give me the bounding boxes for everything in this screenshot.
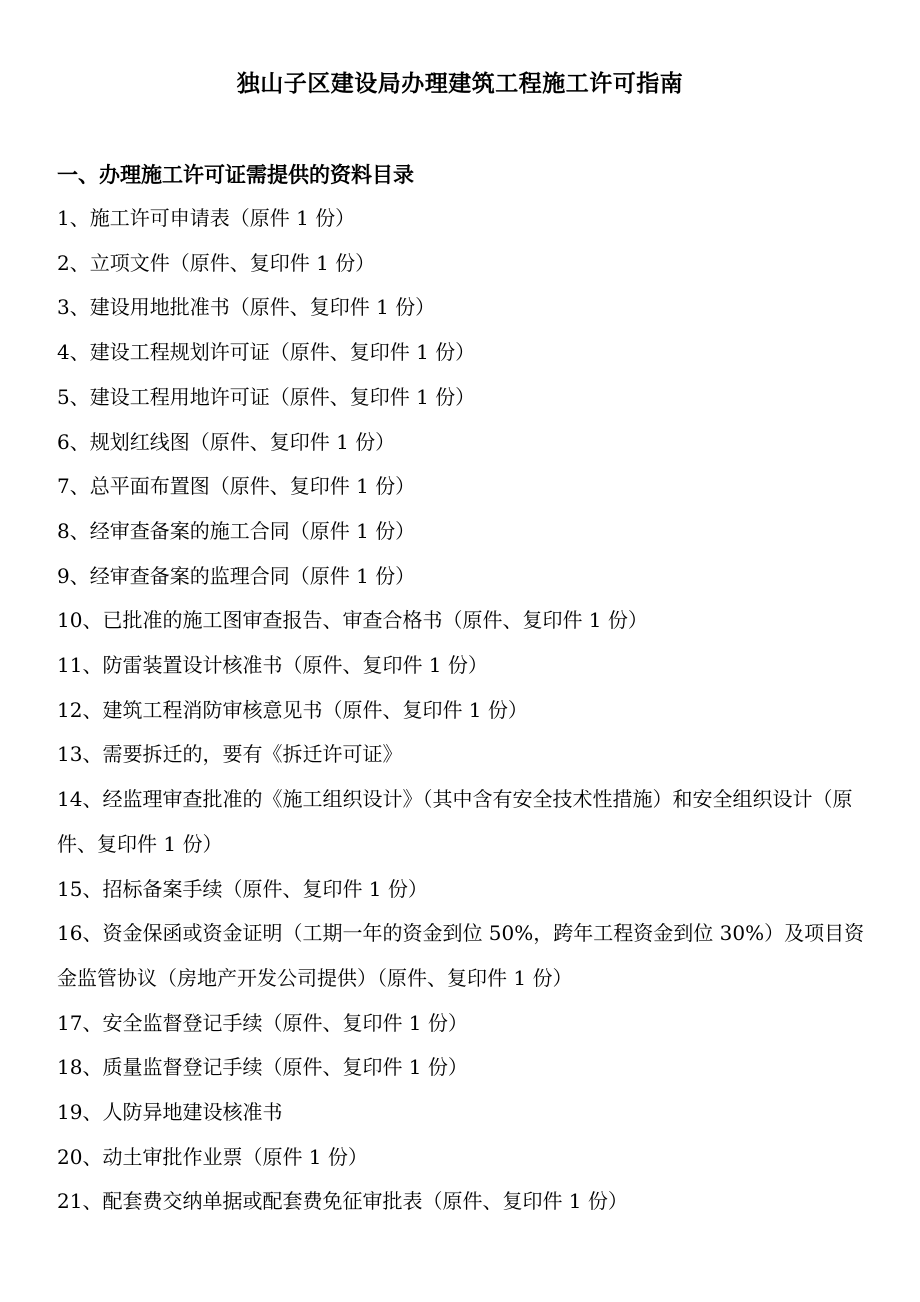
list-item: 1、施工许可申请表（原件 1 份） (57, 206, 356, 230)
list-item: 7、总平面布置图（原件、复印件 1 份） (57, 474, 416, 499)
list-item: 12、建筑工程消防审核意见书（原件、复印件 1 份） (57, 697, 528, 722)
materials-list (57, 196, 867, 1224)
list-item: 16、资金保函或资金证明（工期一年的资金到位 50%，跨年工程资金到位 30%）及项目资金监管协议（房地产开发公司提供）（原件、复印件 1 份） (57, 921, 865, 990)
list-item: 17、安全监督登记手续（原件、复印件 1 份） (57, 1010, 468, 1035)
list-item: 6、规划红线图（原件、复印件 1 份） (57, 429, 396, 454)
list-item: 11、防雷装置设计核准书（原件、复印件 1 份） (57, 653, 488, 678)
list-item: 20、动土审批作业票（原件 1 份） (57, 1144, 368, 1169)
list-item: 13、需要拆迁的，要有《拆迁许可证》 (57, 742, 403, 767)
list-item: 21、配套费交纳单据或配套费免征审批表（原件、复印件 1 份） (57, 1189, 628, 1214)
list-item: 3、建设用地批准书（原件、复印件 1 份） (57, 295, 436, 320)
list-item: 14、经监理审查批准的《施工组织设计》（其中含有安全技术性措施）和安全组织设计（原件、复印件 1 份） (57, 787, 853, 856)
list-item: 2、立项文件（原件、复印件 1 份） (57, 250, 376, 275)
list-item: 10、已批准的施工图审查报告、审查合格书（原件、复印件 1 份） (57, 608, 648, 633)
list-item: 15、招标备案手续（原件、复印件 1 份） (57, 876, 428, 901)
list-item: 19、人防异地建设核准书 (57, 1100, 283, 1125)
document-title: 独山子区建设局办理建筑工程施工许可指南 (236, 71, 684, 97)
list-item: 18、质量监督登记手续（原件、复印件 1 份） (57, 1055, 468, 1080)
list-item: 8、经审查备案的施工合同（原件 1 份） (57, 518, 416, 543)
list-item: 9、经审查备案的监理合同（原件 1 份） (57, 563, 416, 588)
section-heading: 一、办理施工许可证需提供的资料目录 (57, 163, 414, 187)
list-item: 5、建设工程用地许可证（原件、复印件 1 份） (57, 384, 476, 409)
list-item: 4、建设工程规划许可证（原件、复印件 1 份） (57, 340, 476, 365)
